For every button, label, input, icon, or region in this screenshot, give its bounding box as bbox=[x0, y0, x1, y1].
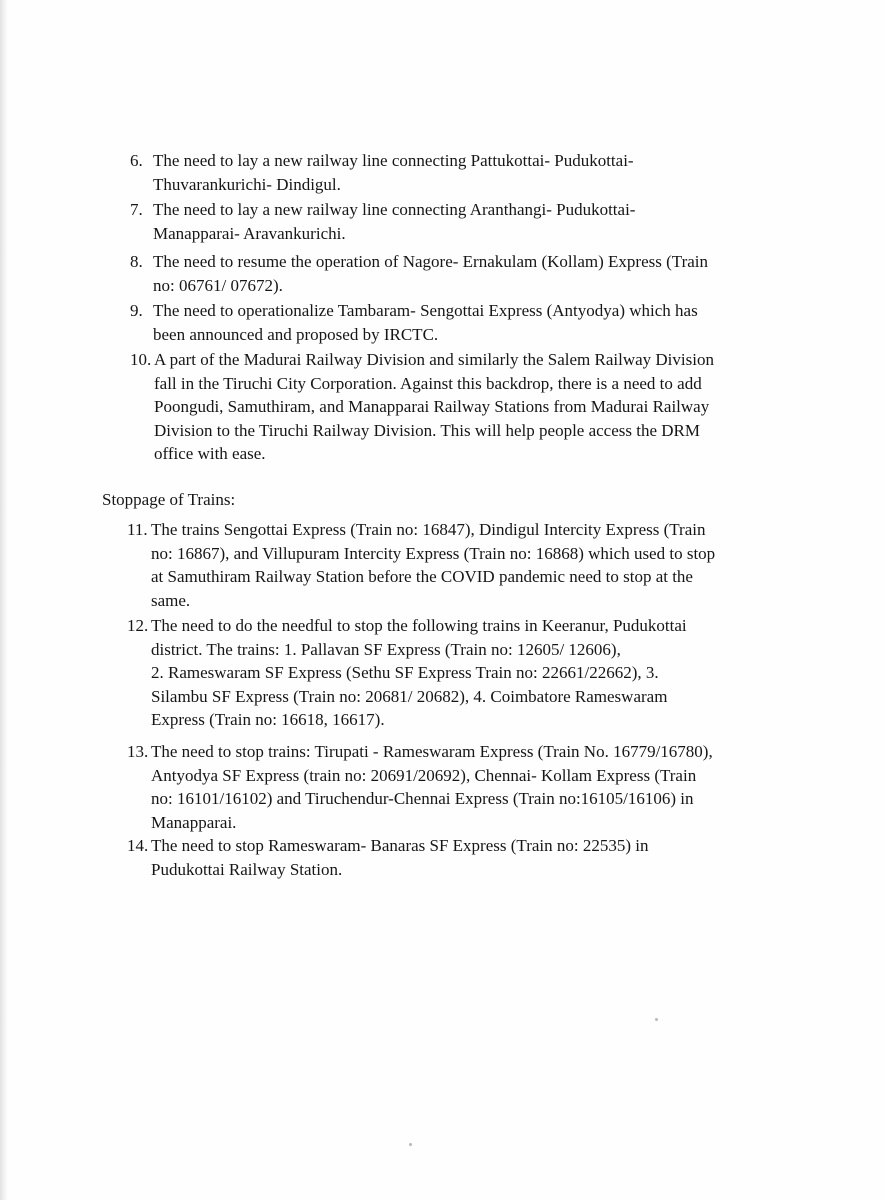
list-item bbox=[130, 250, 760, 297]
list-item bbox=[130, 299, 760, 346]
list-item-number: 10. bbox=[130, 350, 152, 369]
list-item-number: 13. bbox=[127, 742, 149, 761]
list-item-text: The trains Sengottai Express (Train no: 16847), Dindigul Intercity Express (Train no: 16867), and Villupuram Intercity Express (Train no: 16868) which used to stop at Samuthiram Railway Station before the COVID pandemic need to stop at the same. bbox=[151, 520, 716, 610]
list-item-number: 9. bbox=[130, 301, 143, 320]
list-item-number: 12. bbox=[127, 616, 149, 635]
scan-speck bbox=[655, 1018, 658, 1021]
list-item-text: The need to stop trains: Tirupati - Rameswaram Express (Train No. 16779/16780), Antyodya SF Express (train no: 20691/20692), Chennai- Kollam Express (Train no: 16101/16102) and Tiruchendur-Chennai Express (Train no:16105/16106) in Manapparai. bbox=[151, 742, 713, 832]
list-item-text: The need to operationalize Tambaram- Sengottai Express (Antyodya) which has been announced and proposed by IRCTC. bbox=[153, 301, 698, 344]
page-edge-shadow bbox=[0, 0, 8, 1200]
list-item bbox=[130, 348, 760, 466]
list-item bbox=[127, 834, 757, 881]
list-item-number: 14. bbox=[127, 836, 149, 855]
list-item-text: The need to stop Rameswaram- Banaras SF Express (Train no: 22535) in Pudukottai Railway Station. bbox=[151, 836, 649, 879]
list-item bbox=[127, 518, 757, 612]
list-item-text: The need to resume the operation of Nagore- Ernakulam (Kollam) Express (Train no: 06761/ 07672). bbox=[153, 252, 708, 295]
list-item bbox=[130, 149, 760, 196]
list-item bbox=[127, 740, 757, 834]
list-item-text: The need to do the needful to stop the following trains in Keeranur, Pudukottai district. The trains: 1. Pallavan SF Express (Train no: 12605/ 12606), 2. Rameswaram SF Express (Sethu SF Express Train no: 22661/22662), 3. Silambu SF Express (Train no: 20681/ 20682), 4. Coimbatore Rameswaram Express (Train no: 16618, 16617). bbox=[151, 616, 687, 729]
section-heading-stoppage: Stoppage of Trains: bbox=[102, 490, 236, 509]
list-item-number: 7. bbox=[130, 200, 143, 219]
list-item bbox=[130, 198, 760, 245]
list-item-text: The need to lay a new railway line connecting Aranthangi- Pudukottai- Manapparai- Aravankurichi. bbox=[153, 200, 636, 243]
scan-speck bbox=[409, 1143, 412, 1146]
list-item-number: 6. bbox=[130, 151, 143, 170]
list-item-text: The need to lay a new railway line connecting Pattukottai- Pudukottai- Thuvarankurichi- Dindigul. bbox=[153, 151, 634, 194]
list-item-number: 11. bbox=[127, 520, 148, 539]
list-item bbox=[127, 614, 757, 732]
list-item-number: 8. bbox=[130, 252, 143, 271]
list-item-text: A part of the Madurai Railway Division and similarly the Salem Railway Division fall in the Tiruchi City Corporation. Against this backdrop, there is a need to add Poongudi, Samuthiram, and Manapparai Railway Stations from Madurai Railway Division to the Tiruchi Railway Division. This will help people access the DRM office with ease. bbox=[154, 350, 714, 463]
